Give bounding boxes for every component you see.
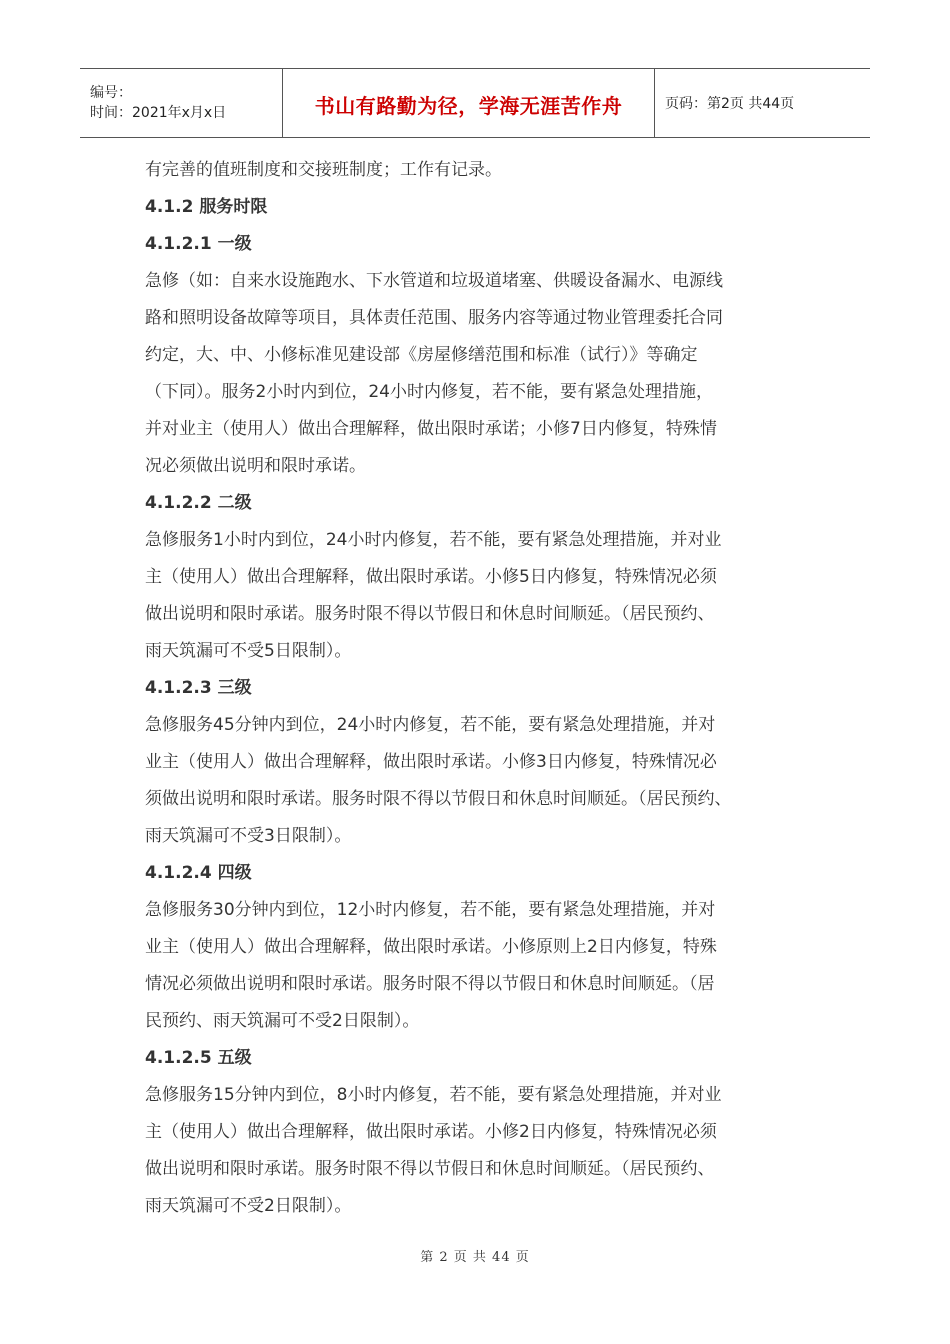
text-line: 路和照明设备故障等项目，具体责任范围、服务内容等通过物业管理委托合同 bbox=[145, 308, 723, 328]
section-heading-4-1-2: 4.1.2 服务时限 bbox=[145, 197, 268, 217]
text-line: 情况必须做出说明和限时承诺。服务时限不得以节假日和休息时间顺延。（居 bbox=[145, 974, 715, 994]
document-number-label: 编号： bbox=[90, 85, 132, 101]
section-heading-4-1-2-3: 4.1.2.3 三级 bbox=[145, 678, 252, 698]
text-line: 约定，大、中、小修标准见建设部《房屋修缮范围和标准（试行）》等确定 bbox=[145, 345, 698, 365]
document-body bbox=[145, 152, 815, 1225]
text-line: 急修服务15分钟内到位，8小时内修复，若不能，要有紧急处理措施，并对业 bbox=[145, 1085, 722, 1105]
text-line: 并对业主（使用人）做出合理解释，做出限时承诺；小修7日内修复，特殊情 bbox=[145, 419, 717, 439]
text-line: 业主（使用人）做出合理解释，做出限时承诺。小修3日内修复，特殊情况必 bbox=[145, 752, 717, 772]
header-page-cell bbox=[655, 69, 870, 137]
page-footer: 第 2 页 共 44 页 bbox=[420, 1250, 530, 1265]
header-page-number: 页码：第2页 共44页 bbox=[665, 96, 795, 112]
text-line: 民预约、雨天筑漏可不受2日限制）。 bbox=[145, 1011, 420, 1031]
paragraph: 有完善的值班制度和交接班制度；工作有记录。 bbox=[145, 160, 502, 180]
header-motto-cell bbox=[282, 69, 655, 137]
text-line: 况必须做出说明和限时承诺。 bbox=[145, 456, 366, 476]
header-meta bbox=[80, 69, 282, 137]
page-header bbox=[80, 68, 870, 138]
text-line: 业主（使用人）做出合理解释，做出限时承诺。小修原则上2日内修复，特殊 bbox=[145, 937, 717, 957]
text-line: 急修（如：自来水设施跑水、下水管道和垃圾道堵塞、供暖设备漏水、电源线 bbox=[145, 271, 723, 291]
document-date: 时间：2021年x月x日 bbox=[90, 105, 227, 121]
header-motto: 书山有路勤为径，学海无涯苦作舟 bbox=[314, 93, 623, 118]
text-line: 做出说明和限时承诺。服务时限不得以节假日和休息时间顺延。（居民预约、 bbox=[145, 604, 715, 624]
text-line: 雨天筑漏可不受2日限制）。 bbox=[145, 1196, 352, 1216]
section-heading-4-1-2-4: 4.1.2.4 四级 bbox=[145, 863, 252, 883]
section-heading-4-1-2-2: 4.1.2.2 二级 bbox=[145, 493, 252, 513]
text-line: 急修服务1小时内到位，24小时内修复，若不能，要有紧急处理措施，并对业 bbox=[145, 530, 722, 550]
text-line: （下同）。服务2小时内到位，24小时内修复，若不能，要有紧急处理措施， bbox=[145, 382, 713, 402]
section-heading-4-1-2-1: 4.1.2.1 一级 bbox=[145, 234, 252, 254]
text-line: 急修服务30分钟内到位，12小时内修复，若不能，要有紧急处理措施，并对 bbox=[145, 900, 716, 920]
text-line: 须做出说明和限时承诺。服务时限不得以节假日和休息时间顺延。（居民预约、 bbox=[145, 789, 732, 809]
text-line: 雨天筑漏可不受5日限制）。 bbox=[145, 641, 352, 661]
text-line: 做出说明和限时承诺。服务时限不得以节假日和休息时间顺延。（居民预约、 bbox=[145, 1159, 715, 1179]
text-line: 急修服务45分钟内到位，24小时内修复，若不能，要有紧急处理措施，并对 bbox=[145, 715, 716, 735]
text-line: 主（使用人）做出合理解释，做出限时承诺。小修5日内修复，特殊情况必须 bbox=[145, 567, 717, 587]
text-line: 主（使用人）做出合理解释，做出限时承诺。小修2日内修复，特殊情况必须 bbox=[145, 1122, 717, 1142]
section-heading-4-1-2-5: 4.1.2.5 五级 bbox=[145, 1048, 252, 1068]
text-line: 雨天筑漏可不受3日限制）。 bbox=[145, 826, 352, 846]
